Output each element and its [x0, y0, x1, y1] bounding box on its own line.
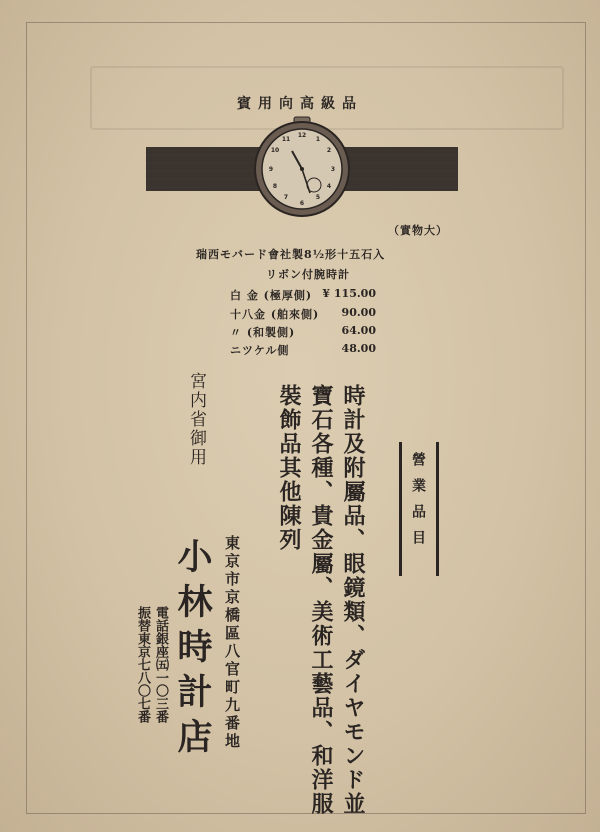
imperial-warrant: 宮内省御用: [186, 372, 206, 467]
svg-text:7: 7: [283, 194, 289, 201]
transfer-account: 振替東京七八〇七番: [135, 606, 150, 723]
price-label: 〃 (和製側): [230, 326, 296, 339]
svg-text:9: 9: [268, 166, 274, 173]
price-value: 48.00: [341, 342, 376, 355]
product-spec: 瑞西モバード會社製8½形十五石入: [196, 248, 386, 261]
price-label: 白 金 (極厚側): [230, 289, 313, 302]
price-value: 90.00: [341, 306, 376, 319]
shop-name: 小林時計店: [172, 538, 213, 763]
svg-text:6: 6: [299, 200, 305, 207]
banner-title: 賓用向高級品: [237, 96, 363, 112]
svg-text:11: 11: [281, 136, 291, 143]
svg-text:2: 2: [326, 147, 332, 154]
svg-text:3: 3: [330, 166, 336, 173]
price-row: [230, 306, 376, 320]
svg-text:10: 10: [270, 147, 280, 154]
price-row: [230, 287, 376, 301]
svg-text:1: 1: [315, 136, 321, 143]
wristwatch-illustration: [146, 115, 458, 223]
product-line: 寶石各種、貴金屬、美術工藝品、和洋服: [308, 384, 334, 816]
svg-text:8: 8: [272, 183, 278, 190]
actual-size-note: （實物大）: [388, 224, 448, 237]
price-label: 十八金 (舶來側): [230, 308, 320, 321]
price-value: 64.00: [341, 324, 376, 337]
shop-address: 東京市京橋區八官町九番地: [223, 535, 241, 751]
svg-text:4: 4: [326, 183, 332, 190]
product-line: 裝飾品其他陳列: [276, 384, 302, 552]
price-row: [230, 324, 376, 338]
svg-text:5: 5: [315, 194, 321, 201]
telephone-number: 電話銀座㈤一〇三番: [153, 606, 168, 723]
price-row: [230, 342, 376, 356]
svg-text:12: 12: [297, 132, 307, 139]
product-subtitle: リボン付腕時計: [266, 268, 350, 281]
product-category-label: [399, 442, 439, 576]
price-label: ニツケル側: [230, 344, 290, 357]
product-line: 時計及附屬品、眼鏡類、ダイヤモンド並: [340, 384, 366, 816]
product-category-text: 營業品目: [410, 452, 426, 556]
price-value: ¥ 115.00: [322, 287, 376, 300]
